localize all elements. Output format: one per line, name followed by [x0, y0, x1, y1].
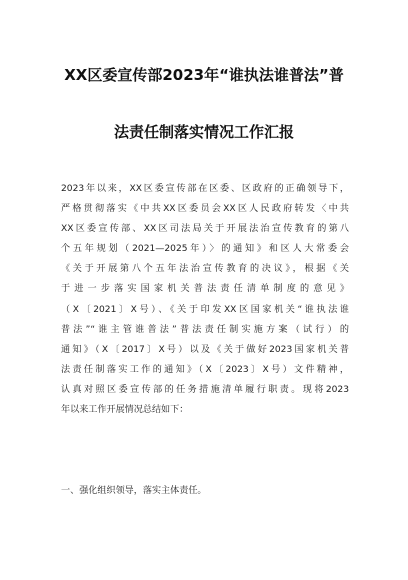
paragraph-line: 2023年以来，XX区委宣传部在区委、区政府的正确领导下， — [61, 184, 349, 194]
paragraph-line: 严格贯彻落实《中共XX区委员会XX区人民政府转发〈中共 — [61, 204, 349, 215]
document-title-line-2: 法责任制落实情况工作汇报 — [113, 123, 294, 141]
paragraph-line: 《关于开展第八个五年法治宣传教育的决议》，根据《关 — [61, 264, 349, 275]
paragraph-line: 年以来工作开展情况总结如下： — [61, 405, 189, 416]
paragraph-line: XX区委宣传部、XX区司法局关于开展法治宣传教育的第八 — [61, 224, 349, 235]
paragraph-line: 认真对照区委宣传部的任务措施清单履行职责。现将2023 — [61, 384, 349, 395]
paragraph-line: （X〔2021〕X号）、《关于印发XX区国家机关“谁执法谁 — [61, 304, 349, 315]
paragraph-line: 通知》（X〔2017〕X号）以及《关于做好2023国家机关普 — [61, 344, 349, 355]
body-paragraph — [61, 179, 349, 420]
paragraph-line: 普法”“谁主管谁普法”普法责任制实施方案（试行）的 — [61, 324, 349, 335]
paragraph-line: 于进一步落实国家机关普法责任清单制度的意见》 — [61, 284, 349, 295]
document-title-line-1: XX区委宣传部2023年“谁执法谁普法”普 — [64, 66, 344, 84]
section-heading: 一、强化组织领导，落实主体责任。 — [61, 486, 207, 496]
paragraph-line: 法责任制落实工作的通知》（X〔2023〕X号）文件精神， — [61, 364, 349, 375]
paragraph-line: 个五年规划（2021—2025年）〉的通知》和区人大常委会 — [61, 244, 349, 255]
